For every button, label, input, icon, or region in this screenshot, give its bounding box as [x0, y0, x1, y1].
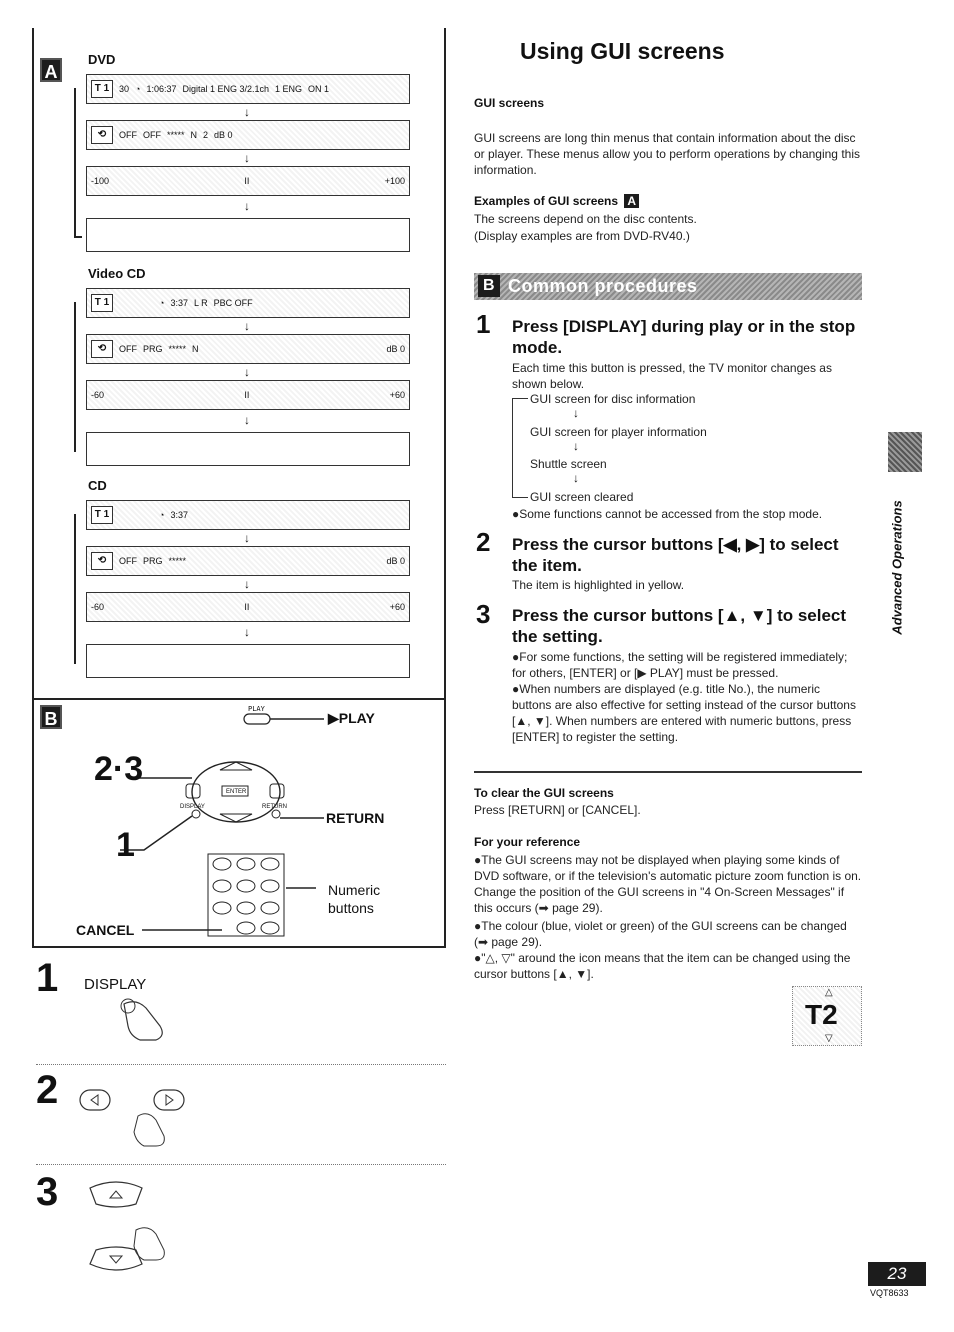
marker-value: *****	[168, 344, 187, 354]
arrow-down-icon: ↓	[244, 105, 250, 119]
side-section-label	[882, 488, 912, 658]
title-icon: T 1	[91, 294, 113, 312]
examples-tag: A	[624, 194, 639, 208]
marker-value: *****	[167, 130, 185, 140]
divider-dotted	[36, 1164, 446, 1165]
arrow-down-icon: ↓	[244, 577, 250, 591]
pause-icon: II	[244, 176, 250, 186]
flow-item-1: GUI screen for disc information	[530, 392, 696, 406]
flow-item-3: Shuttle screen	[530, 457, 607, 471]
bottom-step-3: 3	[36, 1170, 59, 1214]
dvd-bracket	[74, 88, 76, 236]
flow-item-2: GUI screen for player information	[530, 425, 707, 439]
videocd-label: Video CD	[88, 266, 146, 281]
dvd-label: DVD	[88, 52, 116, 67]
rewind-value: -60	[91, 602, 105, 612]
time-value: 3:37	[170, 510, 188, 520]
arrow-down-icon: ↓	[573, 406, 579, 420]
arrow-down-icon: ↓	[244, 531, 250, 545]
step-2-3-label: 2·3	[94, 750, 144, 788]
gui-screens-subhead: GUI screens	[474, 96, 545, 110]
bottom-step-1: 1	[36, 956, 59, 1000]
step-3-bullet-2: ●When numbers are displayed (e.g. title No.), the numeric buttons are also effective for setting instead of the cursor buttons [▲, ▼]. When numbers are entered with numeric buttons, press [ENTER] to register the setting.	[512, 682, 856, 744]
forward-value: +100	[384, 176, 405, 186]
flow-top	[512, 398, 528, 399]
panel-right-border	[444, 28, 446, 948]
videocd-player-info-bar	[86, 334, 410, 364]
numeric-label: Numeric	[328, 882, 381, 898]
examples-heading	[474, 194, 639, 208]
band-text: Common procedures	[508, 276, 698, 296]
repeat-value: OFF	[119, 130, 137, 140]
videocd-disc-info-bar	[86, 288, 410, 318]
repeat-value: OFF	[119, 556, 137, 566]
buttons-label: buttons	[328, 900, 374, 916]
repeat-value: OFF	[119, 344, 137, 354]
cursor-up-down-icon	[86, 1180, 196, 1290]
audio-value: Digital 1 ENG 3/2.1ch	[182, 84, 270, 94]
common-procedures-band	[474, 273, 862, 300]
clear-text: Press [RETURN] or [CANCEL].	[474, 803, 641, 817]
down-triangle-icon: ▽	[825, 1033, 833, 1044]
time-value: 3:37	[170, 298, 188, 308]
side-section-text: Advanced Operations	[889, 500, 905, 635]
sound-value: 2	[203, 130, 209, 140]
enter-button: ENTER	[226, 789, 247, 795]
cd-shuttle-bar	[86, 592, 410, 622]
repeat-icon: ⟲	[91, 552, 113, 570]
pause-icon: II	[244, 602, 250, 612]
panel-b-tag: B	[40, 705, 62, 729]
document-code: VQT8633	[870, 1288, 909, 1298]
changeable-item-icon	[792, 986, 862, 1046]
up-triangle-icon: △	[825, 987, 833, 998]
play-label: ▶PLAY	[328, 710, 375, 726]
step-1-note: ●Some functions cannot be accessed from the stop mode.	[512, 507, 823, 521]
clear-heading: To clear the GUI screens	[474, 786, 614, 800]
videocd-shuttle-bar	[86, 380, 410, 410]
t2-label: T2	[805, 999, 838, 1030]
remote-illustration	[80, 700, 444, 944]
reference-bullet-2: ●The colour (blue, violet or green) of the GUI screens can be changed (➡ page 29).	[474, 919, 847, 949]
step-3-bullet-1: ●For some functions, the setting will be registered immediately; for others, [ENTER] or [▶ PLAY] must be pressed.	[512, 650, 848, 680]
marker-value: *****	[168, 556, 187, 566]
bottom-step-2: 2	[36, 1068, 59, 1112]
pause-icon: II	[244, 390, 250, 400]
repeat-icon: ⟲	[91, 126, 113, 144]
examples-heading-text: Examples of GUI screens	[474, 194, 619, 208]
reference-bullet-3: ●"△, ▽" around the icon means that the item can be changed using the cursor buttons [▲, ▼].	[474, 951, 851, 981]
step-2-title: Press the cursor buttons [◀, ▶] to select the item.	[512, 535, 839, 575]
panel-bottom-border	[32, 946, 446, 948]
cd-cleared-bar	[86, 644, 410, 678]
reference-heading: For your reference	[474, 835, 581, 849]
dialog-value: dB 0	[214, 130, 233, 140]
panel-a-tag: A	[40, 58, 62, 82]
rewind-value: -60	[91, 390, 105, 400]
arrow-down-icon: ↓	[244, 319, 250, 333]
clock-icon: ◔	[159, 298, 165, 308]
cd-disc-info-bar	[86, 500, 410, 530]
step-1-number: 1	[476, 309, 491, 339]
bracket-foot	[74, 236, 82, 238]
step-2-number: 2	[476, 527, 491, 557]
display-small-label: DISPLAY	[180, 804, 205, 810]
band-tag: B	[478, 275, 500, 297]
divider-dotted	[36, 1064, 446, 1065]
pbc-value: PBC OFF	[213, 298, 253, 308]
step-3-title: Press the cursor buttons [▲, ▼] to select the setting.	[512, 606, 847, 646]
arrow-down-icon: ↓	[244, 625, 250, 639]
panel-left-border	[32, 28, 34, 948]
page-number: 23	[868, 1262, 926, 1286]
clock-icon: ◔	[159, 510, 165, 520]
arrow-down-icon: ↓	[244, 199, 250, 213]
side-tab-block	[888, 432, 922, 472]
page-title: Using GUI screens	[520, 38, 725, 64]
cd-player-info-bar	[86, 546, 410, 576]
flow-item-4: GUI screen cleared	[530, 490, 634, 504]
program-value: PRG	[143, 556, 163, 566]
dvd-cleared-bar	[86, 218, 410, 252]
arrow-down-icon: ↓	[573, 439, 579, 453]
program-value: PRG	[143, 344, 163, 354]
examples-text-1: The screens depend on the disc contents.	[474, 212, 697, 226]
step-2-text: The item is highlighted in yellow.	[512, 578, 685, 592]
cd-bracket	[74, 514, 76, 664]
display-label: DISPLAY	[84, 976, 147, 993]
return-label: RETURN	[326, 810, 385, 826]
dialog-value: dB 0	[386, 344, 405, 354]
picture-mode-value: N	[192, 344, 199, 354]
videocd-bracket	[74, 302, 76, 452]
arrow-down-icon: ↓	[244, 413, 250, 427]
intro-paragraph: GUI screens are long thin menus that contain information about the disc or player. These menus allow you to perform operations by changing this information.	[474, 131, 860, 177]
dialog-value: dB 0	[386, 556, 405, 566]
dvd-disc-info-bar	[86, 74, 410, 104]
cancel-label: CANCEL	[76, 922, 135, 938]
cd-label: CD	[88, 478, 107, 493]
reference-bullet-1: ●The GUI screens may not be displayed when playing some kinds of DVD software, or if the television's automatic picture zoom function is on. Change the position of the GUI screens in "4 On-Screen Messages" if this occurs (➡ page 29).	[474, 853, 862, 915]
forward-value: +60	[389, 602, 405, 612]
arrow-down-icon: ↓	[573, 471, 579, 485]
repeat-icon: ⟲	[91, 340, 113, 358]
rewind-value: -100	[91, 176, 110, 186]
time-value: 1:06:37	[146, 84, 177, 94]
arrow-down-icon: ↓	[244, 365, 250, 379]
return-small-label: RETURN	[262, 804, 287, 810]
section-rule	[474, 771, 862, 773]
dvd-player-info-bar	[86, 120, 410, 150]
videocd-cleared-bar	[86, 432, 410, 466]
clock-icon: ◔	[135, 84, 141, 94]
cursor-left-right-icon	[78, 1086, 194, 1148]
step-1-title: Press [DISPLAY] during play or in the stop mode.	[512, 317, 856, 357]
title-icon: T 1	[91, 80, 113, 98]
audio-value: L R	[193, 298, 208, 308]
play-small-label: PLAY	[248, 705, 265, 713]
hand-press-icon	[116, 996, 176, 1042]
picture-mode-value: N	[190, 130, 198, 140]
step-1-label: 1	[116, 826, 135, 864]
subtitle-value: 1 ENG	[275, 84, 303, 94]
step-1-text: Each time this button is pressed, the TV monitor changes as shown below.	[512, 361, 832, 391]
examples-text-2: (Display examples are from DVD-RV40.)	[474, 229, 690, 243]
step-3-number: 3	[476, 599, 491, 629]
title-icon: T 1	[91, 506, 113, 524]
angle-value: ON 1	[308, 84, 330, 94]
chapter-value: 30	[119, 84, 130, 94]
forward-value: +60	[389, 390, 405, 400]
flow-bracket	[512, 399, 513, 497]
flow-bottom	[512, 497, 528, 498]
ab-value: OFF	[143, 130, 161, 140]
arrow-down-icon: ↓	[244, 151, 250, 165]
dvd-shuttle-bar	[86, 166, 410, 196]
